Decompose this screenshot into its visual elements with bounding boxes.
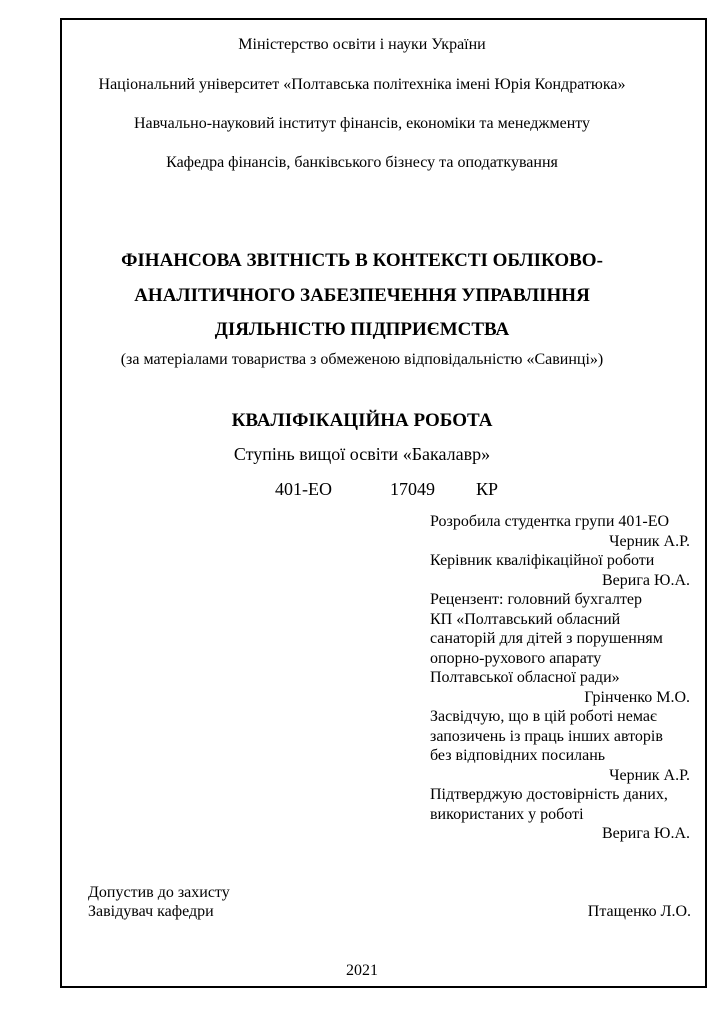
thesis-title-line-2: АНАЛІТИЧНОГО ЗАБЕЗПЕЧЕННЯ УПРАВЛІННЯ <box>134 285 590 306</box>
reviewer-org-line: КП «Полтавський обласний <box>430 610 621 628</box>
plagiarism-signer-name: Черник А.Р. <box>609 766 690 784</box>
signatures-block <box>430 512 690 844</box>
author-name: Черник А.Р. <box>609 532 690 550</box>
department-head-name: Птащенко Л.О. <box>587 903 691 920</box>
author-role: Розробила студентка групи 401-ЕО <box>430 513 670 530</box>
admitted-to-defense: Допустив до захисту <box>88 884 230 901</box>
reviewer-org-line: Полтавської обласної ради» <box>430 669 620 686</box>
data-confirmation-line: використаних у роботі <box>430 805 584 823</box>
supervisor-name: Верига Ю.А. <box>602 571 690 589</box>
data-confirmation-signer-name: Верига Ю.А. <box>602 825 690 842</box>
work-code: КР <box>476 479 499 499</box>
institute-name: Навчально-науковий інститут фінансів, економіки та менеджменту <box>133 115 591 132</box>
university-name: Національний університет «Полтавська політехніка імені Юрія Кондратюка» <box>98 76 626 93</box>
plagiarism-statement-line: запозичень із праць інших авторів <box>430 727 663 745</box>
plagiarism-statement-line: без відповідних посилань <box>430 747 606 764</box>
year: 2021 <box>346 962 378 979</box>
ministry-name: Міністерство освіти і науки України <box>238 36 486 53</box>
department-head-role: Завідувач кафедри <box>88 903 214 920</box>
record-number: 17049 <box>390 479 435 499</box>
thesis-title-line-3: ДІЯЛЬНІСТЮ ПІДПРИЄМСТВА <box>214 319 510 340</box>
reviewer-org-line: опорно-рухового апарату <box>430 649 602 667</box>
data-confirmation-line: Підтверджую достовірність даних, <box>430 786 668 803</box>
reviewer-role: Рецензент: головний бухгалтер <box>430 591 643 608</box>
reviewer-name: Грінченко М.О. <box>584 688 690 706</box>
thesis-subtitle: (за матеріалами товариства з обмеженою відповідальністю «Савинці») <box>120 351 604 368</box>
reviewer-org-line: санаторій для дітей з порушенням <box>430 630 663 647</box>
department-name: Кафедра фінансів, банківського бізнесу та оподаткування <box>166 154 558 171</box>
thesis-title-line-1: ФІНАНСОВА ЗВІТНІСТЬ В КОНТЕКСТІ ОБЛІКОВО- <box>121 250 603 271</box>
group-code: 401-ЕО <box>275 479 332 499</box>
degree-level: Ступінь вищої освіти «Бакалавр» <box>233 444 491 464</box>
work-type: КВАЛІФІКАЦІЙНА РОБОТА <box>231 410 493 431</box>
plagiarism-statement-line: Засвідчую, що в цій роботі немає <box>430 708 657 725</box>
supervisor-role: Керівник кваліфікаційної роботи <box>430 552 655 569</box>
